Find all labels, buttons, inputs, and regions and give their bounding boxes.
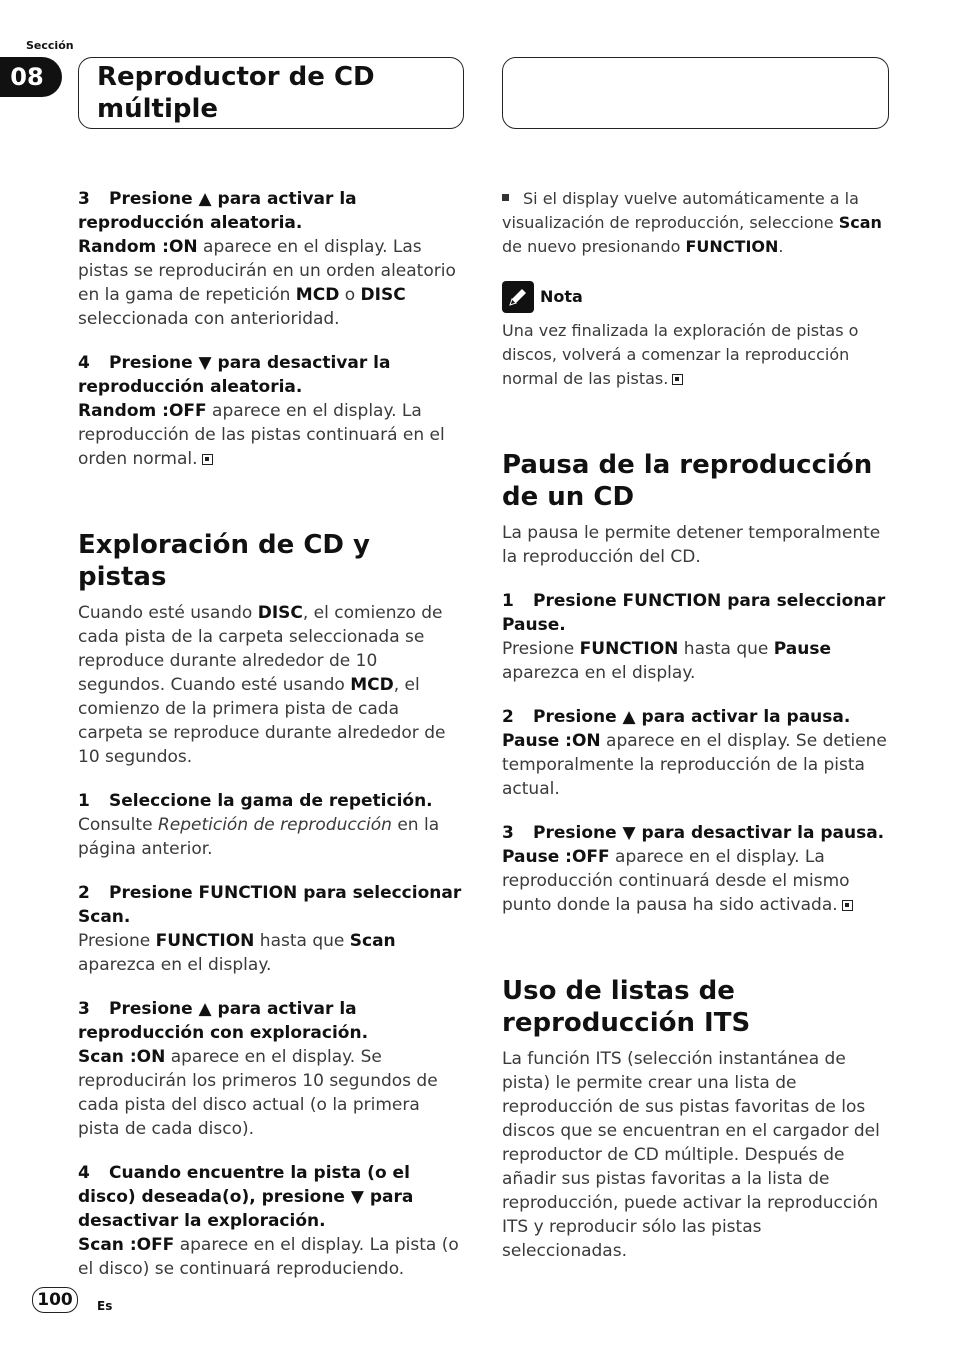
header-empty-box bbox=[502, 57, 889, 129]
step-heading: 1 Seleccione la gama de repetición. bbox=[78, 791, 433, 811]
step-heading: 3 Presione ▼ para desactivar la pausa. bbox=[502, 823, 885, 843]
section-label: Sección bbox=[26, 39, 74, 52]
chapter-title-line1: Reproductor de CD bbox=[97, 62, 375, 92]
step-body: Pause :OFF aparece en el display. La reproducción continuará desde el mismo punto donde la pausa ha sido activada. bbox=[502, 845, 890, 917]
language-code: Es bbox=[97, 1299, 113, 1313]
end-mark-icon bbox=[672, 374, 683, 385]
section-heading-scan: Exploración de CD y pistas bbox=[78, 530, 370, 592]
step-body: Pause :ON aparece en el display. Se detiene temporalmente la reproducción de la pista actual. bbox=[502, 731, 887, 799]
step-body: Random :OFF aparece en el display. La reproducción de las pistas continuará en el orden normal. bbox=[78, 401, 445, 469]
end-mark-icon bbox=[202, 454, 213, 465]
step-heading: 1 Presione FUNCTION para seleccionar Pause. bbox=[502, 591, 886, 635]
step-body: Scan :OFF aparece en el display. La pista (o el disco) se continuará reproduciendo. bbox=[78, 1235, 459, 1279]
end-mark-icon bbox=[842, 900, 853, 911]
step-heading: 2 Presione ▲ para activar la pausa. bbox=[502, 707, 851, 727]
section-number-tab: 08 bbox=[0, 57, 62, 97]
section-intro: La función ITS (selección instantánea de pista) le permite crear una lista de reproducción de sus pistas favoritas de los discos que se encuentran en el cargador del reproductor de CD múltiple. Después de añadir sus pistas favoritas a la lista de reproducción, puede activar la reproducción ITS y reproducir sólo las pistas seleccionadas. bbox=[502, 1049, 880, 1261]
bullet-note: Si el display vuelve automáticamente a la visualización de reproducción, seleccione Scan de nuevo presionando FUNCTION. bbox=[502, 189, 882, 256]
page-number: 100 bbox=[32, 1287, 78, 1313]
note-header bbox=[502, 281, 890, 313]
pencil-icon bbox=[502, 281, 534, 313]
chapter-title-line2: múltiple bbox=[97, 94, 219, 124]
section-intro: Cuando esté usando DISC, el comienzo de cada pista de la carpeta seleccionada se reproduce durante alrededor de 10 segundos. Cuando esté usando MCD, el comienzo de la primera pista de cada carpeta se reproduce durante alrededor de 10 segundos. bbox=[78, 603, 446, 767]
step-body: Consulte Repetición de reproducción en la página anterior. bbox=[78, 815, 440, 859]
step-body: Scan :ON aparece en el display. Se reproducirán los primeros 10 segundos de cada pista del disco actual (o la primera pista de cada disco). bbox=[78, 1047, 438, 1139]
step-body: Presione FUNCTION hasta que Scan aparezca en el display. bbox=[78, 931, 396, 975]
step-heading: 3 Presione ▲ para activar la reproducción con exploración. bbox=[78, 999, 369, 1043]
note-text: Una vez finalizada la exploración de pistas o discos, volverá a comenzar la reproducción normal de las pistas. bbox=[502, 321, 859, 388]
step-heading: 4 Presione ▼ para desactivar la reproducción aleatoria. bbox=[78, 353, 391, 397]
step-body: Random :ON aparece en el display. Las pistas se reproducirán en un orden aleatorio en la gama de repetición MCD o DISC seleccionada con anterioridad. bbox=[78, 237, 456, 329]
step-body: Presione FUNCTION hasta que Pause aparezca en el display. bbox=[502, 639, 831, 683]
bullet-icon bbox=[502, 194, 509, 201]
section-heading-pause: Pausa de la reproducción de un CD bbox=[502, 450, 873, 512]
note-label: Nota bbox=[540, 287, 583, 306]
right-column bbox=[502, 187, 890, 1263]
section-heading-its: Uso de listas de reproducción ITS bbox=[502, 976, 751, 1038]
left-column bbox=[78, 187, 466, 1281]
chapter-title-box bbox=[78, 57, 464, 129]
section-intro: La pausa le permite detener temporalmente la reproducción del CD. bbox=[502, 523, 881, 567]
step-heading: 3 Presione ▲ para activar la reproducción aleatoria. bbox=[78, 189, 357, 233]
step-heading: 4 Cuando encuentre la pista (o el disco) deseada(o), presione ▼ para desactivar la exploración. bbox=[78, 1163, 414, 1231]
step-heading: 2 Presione FUNCTION para seleccionar Scan. bbox=[78, 883, 462, 927]
